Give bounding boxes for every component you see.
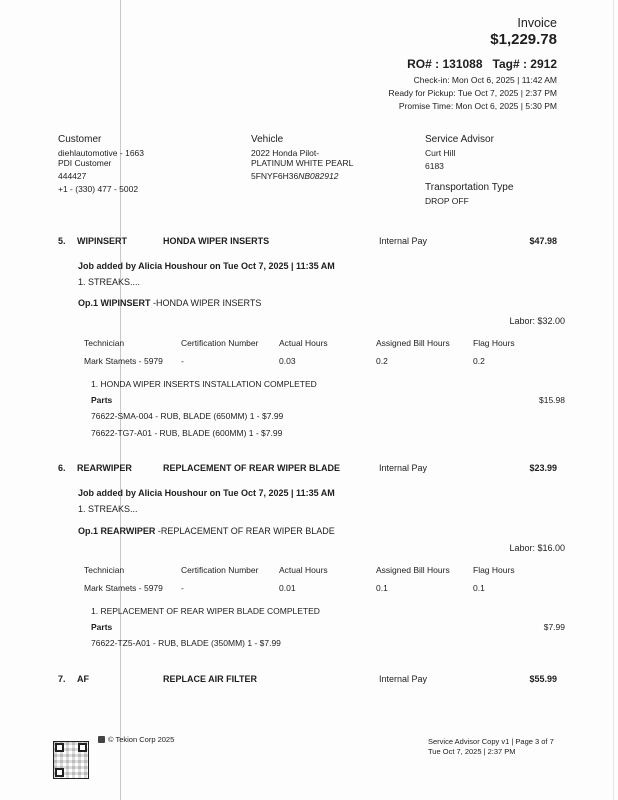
col-certification: Certification Number [181, 338, 259, 348]
check-in-time: Check-in: Mon Oct 6, 2025 | 11:42 AM [413, 75, 557, 85]
tech-actual: 0.01 [279, 583, 296, 593]
customer-phone: +1 - (330) 477 - 5002 [58, 184, 139, 194]
tech-assigned: 0.1 [376, 583, 388, 593]
invoice-title: Invoice [517, 16, 557, 30]
job-description: REPLACE AIR FILTER [163, 674, 257, 684]
tech-cert: - [181, 583, 184, 593]
footer-date: Tue Oct 7, 2025 | 2:37 PM [428, 747, 516, 756]
col-flag-hours: Flag Hours [473, 565, 515, 575]
job-code: WIPINSERT [77, 236, 128, 246]
col-actual-hours: Actual Hours [279, 565, 328, 575]
promise-time: Promise Time: Mon Oct 6, 2025 | 5:30 PM [398, 101, 557, 111]
op-code: Op.1 REARWIPER [78, 526, 156, 536]
transport-heading: Transportation Type [425, 182, 514, 193]
tech-flag: 0.2 [473, 356, 485, 366]
col-flag-hours: Flag Hours [473, 338, 515, 348]
job-pay-type: Internal Pay [379, 674, 428, 684]
col-assigned-bill-hours: Assigned Bill Hours [376, 565, 450, 575]
job-amount: $47.98 [529, 236, 557, 246]
operation-line [78, 526, 335, 536]
col-certification: Certification Number [181, 565, 259, 575]
job-code: AF [77, 674, 89, 684]
job-amount: $55.99 [529, 674, 557, 684]
scan-edge [613, 0, 614, 800]
advisor-heading: Service Advisor [425, 134, 494, 145]
job-amount: $23.99 [529, 463, 557, 473]
tekion-logo-icon [98, 736, 105, 743]
op-description: -HONDA WIPER INSERTS [150, 298, 262, 308]
footer-copy-info: Service Advisor Copy v1 | Page 3 of 7 [428, 737, 554, 746]
footer-copyright [98, 735, 174, 744]
job-added-by [78, 261, 335, 271]
customer-name: diehlautomotive - 1663 [58, 148, 145, 158]
vehicle-color: PLATINUM WHITE PEARL [251, 158, 354, 168]
job-correction: 1. REPLACEMENT OF REAR WIPER BLADE COMPLETED [91, 606, 320, 616]
copyright-text: © Tekion Corp 2025 [108, 735, 175, 744]
customer-heading: Customer [58, 134, 102, 145]
ro-tag-number: RO# : 131088 Tag# : 2912 [407, 57, 557, 71]
vehicle-model: 2022 Honda Pilot- [251, 148, 320, 158]
job-number: 5. [58, 236, 66, 246]
customer-id: 444427 [58, 171, 87, 181]
col-technician: Technician [84, 338, 125, 348]
tech-name: Mark Stamets - 5979 [84, 583, 163, 593]
job-correction: 1. HONDA WIPER INSERTS INSTALLATION COMPLETED [91, 379, 317, 389]
job-number: 7. [58, 674, 66, 684]
job-pay-type: Internal Pay [379, 463, 428, 473]
tech-assigned: 0.2 [376, 356, 388, 366]
operation-line [78, 298, 261, 308]
vin-suffix: NB082912 [298, 171, 339, 181]
part-line: 76622-SMA-004 - RUB, BLADE (650MM) 1 - $7.99 [91, 411, 284, 421]
labor-amount: Labor: $32.00 [509, 316, 565, 326]
job-number: 6. [58, 463, 66, 473]
added-by-text: Job added by Alicia Houshour on Tue Oct 7, 2025 | 11:35 AM [78, 488, 335, 498]
parts-label: Parts [91, 622, 113, 632]
vehicle-vin [251, 171, 338, 181]
job-added-by [78, 488, 335, 498]
parts-total: $7.99 [543, 622, 565, 632]
col-technician: Technician [84, 565, 125, 575]
col-actual-hours: Actual Hours [279, 338, 328, 348]
qr-code-icon [53, 741, 89, 779]
customer-type: PDI Customer [58, 158, 112, 168]
job-code: REARWIPER [77, 463, 132, 473]
tech-flag: 0.1 [473, 583, 485, 593]
added-by-text: Job added by Alicia Houshour on Tue Oct 7, 2025 | 11:35 AM [78, 261, 335, 271]
job-concern: 1. STREAKS.... [78, 277, 141, 287]
vehicle-heading: Vehicle [251, 134, 284, 145]
op-code: Op.1 WIPINSERT [78, 298, 151, 308]
op-description: -REPLACEMENT OF REAR WIPER BLADE [155, 526, 335, 536]
tech-actual: 0.03 [279, 356, 296, 366]
part-line: 76622-TG7-A01 - RUB, BLADE (600MM) 1 - $7.99 [91, 428, 283, 438]
labor-amount: Labor: $16.00 [509, 543, 565, 553]
scan-line [120, 0, 121, 800]
transport-value: DROP OFF [425, 196, 469, 206]
advisor-name: Curt Hill [425, 148, 456, 158]
job-description: HONDA WIPER INSERTS [163, 236, 270, 246]
job-pay-type: Internal Pay [379, 236, 428, 246]
parts-total: $15.98 [539, 395, 565, 405]
invoice-total: $1,229.78 [490, 31, 557, 48]
advisor-number: 6183 [425, 161, 444, 171]
job-description: REPLACEMENT OF REAR WIPER BLADE [163, 463, 341, 473]
tech-cert: - [181, 356, 184, 366]
ready-for-pickup-time: Ready for Pickup: Tue Oct 7, 2025 | 2:37 PM [388, 88, 557, 98]
vin-prefix: 5FNYF6H36 [251, 171, 299, 181]
job-concern: 1. STREAKS... [78, 504, 138, 514]
parts-label: Parts [91, 395, 113, 405]
col-assigned-bill-hours: Assigned Bill Hours [376, 338, 450, 348]
part-line: 76622-TZ5-A01 - RUB, BLADE (350MM) 1 - $7.99 [91, 638, 281, 648]
tech-name: Mark Stamets - 5979 [84, 356, 163, 366]
